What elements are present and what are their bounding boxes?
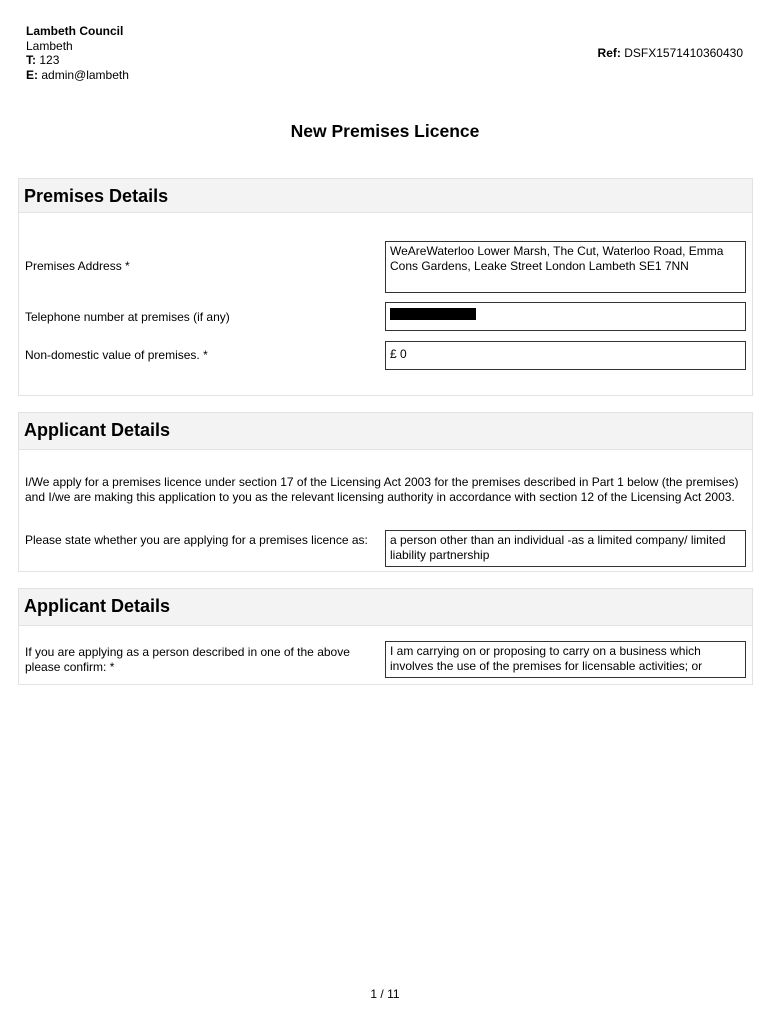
council-name: Lambeth Council — [26, 24, 124, 38]
section-heading: Premises Details — [19, 179, 752, 213]
premises-details-section — [18, 178, 753, 396]
telephone-label: T: — [26, 53, 36, 67]
council-contact-block — [26, 24, 129, 82]
email-value: admin@lambeth — [41, 67, 129, 82]
telephone-at-premises-label: Telephone number at premises (if any) — [25, 310, 230, 324]
premises-address-field[interactable]: WeAreWaterloo Lower Marsh, The Cut, Waterloo Road, Emma Cons Gardens, Leake Street London Lambeth SE1 7NN — [385, 241, 746, 293]
reference-value: DSFX1571410360430 — [624, 46, 743, 60]
section-heading: Applicant Details — [19, 413, 752, 450]
page-indicator: 1 / 11 — [370, 987, 400, 1001]
premises-address-label: Premises Address * — [25, 259, 130, 273]
telephone-at-premises-field[interactable] — [385, 302, 746, 331]
reference-label: Ref: — [597, 46, 621, 60]
applicant-details-section — [18, 412, 753, 572]
telephone-value: 123 — [39, 53, 60, 67]
council-address: Lambeth — [26, 38, 73, 53]
confirm-field[interactable]: I am carrying on or proposing to carry on a business which involves the use of the premises for licensable activities; or — [385, 641, 746, 678]
confirm-label: If you are applying as a person described in one of the above please confirm: * — [25, 645, 350, 674]
applicant-details-confirm-section — [18, 588, 753, 685]
email-label: E: — [26, 67, 38, 82]
council-email — [26, 68, 129, 83]
applying-as-label: Please state whether you are applying for a premises licence as: — [25, 533, 368, 547]
redaction-block — [390, 308, 476, 320]
non-domestic-value-field[interactable]: £ 0 — [385, 341, 746, 370]
applying-as-field[interactable]: a person other than an individual -as a limited company/ limited liability partnership — [385, 530, 746, 567]
section-heading: Applicant Details — [19, 589, 752, 626]
reference-number — [598, 46, 743, 60]
document-title: New Premises Licence — [290, 121, 480, 141]
application-statement: I/We apply for a premises licence under section 17 of the Licensing Act 2003 for the premises described in Part 1 below (the premises) and I/we are making this application to you as the relevant licensing authority in accordance with section 12 of the Licensing Act 2003. — [25, 475, 739, 504]
council-telephone — [26, 53, 129, 68]
non-domestic-value-label: Non-domestic value of premises. * — [25, 348, 208, 362]
